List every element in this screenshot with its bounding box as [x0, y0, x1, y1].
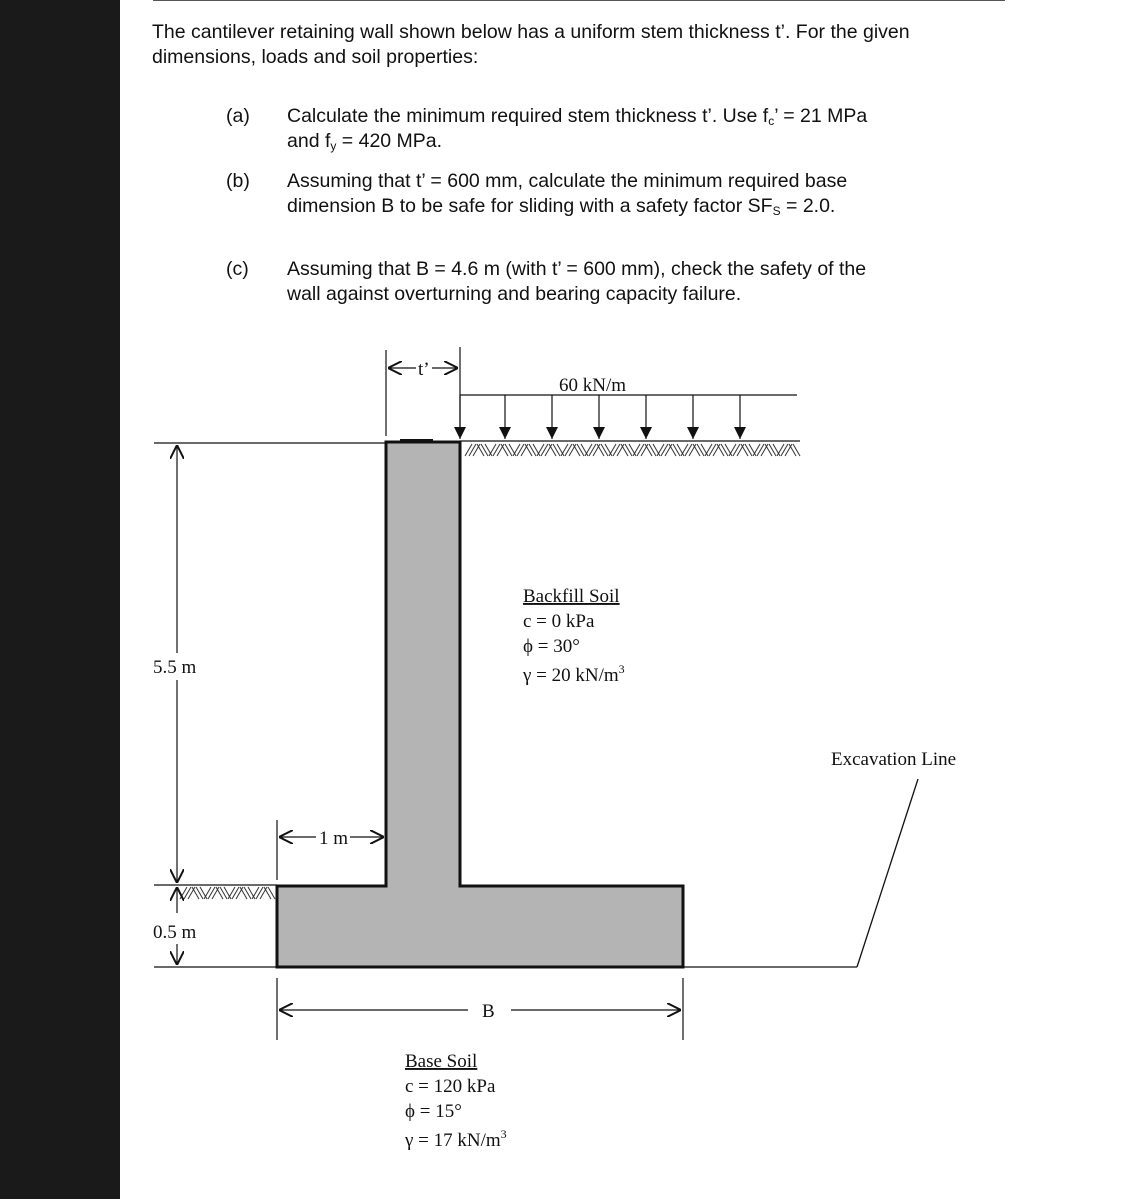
hatch-mark — [228, 887, 235, 899]
hatch-mark — [649, 444, 656, 456]
hatch-mark — [761, 444, 768, 456]
hatch-mark — [549, 444, 556, 456]
hatch-mark — [224, 887, 231, 899]
hatch-mark — [629, 444, 636, 456]
hatch-mark — [489, 444, 496, 456]
hatch-mark — [256, 887, 263, 899]
hatch-mark — [749, 444, 756, 456]
hatch-mark — [497, 444, 504, 456]
base-soil-title: Base Soil — [405, 1051, 478, 1072]
hatch-mark — [252, 887, 259, 899]
hatch-mark — [597, 444, 604, 456]
hatch-mark — [753, 444, 760, 456]
hatch-mark — [785, 444, 792, 456]
hatch-mark — [569, 444, 576, 456]
hatch-mark — [705, 444, 712, 456]
hatch-mark — [697, 444, 704, 456]
stem-thickness-label: t’ — [418, 359, 430, 380]
hatch-mark — [633, 444, 640, 456]
hatch-mark — [577, 444, 584, 456]
hatch-mark — [208, 887, 215, 899]
hatch-mark — [625, 444, 632, 456]
hatch-mark — [565, 444, 572, 456]
question-text: Assuming that B = 4.6 m (with t’ = 600 mm), check the safety of the wall against overturning and bearing capacity failure. — [287, 258, 867, 305]
hatch-mark — [729, 444, 736, 456]
hatch-mark — [184, 887, 191, 899]
backfill-hatching — [465, 444, 800, 456]
hatch-mark — [240, 887, 247, 899]
hatch-mark — [509, 444, 516, 456]
hatch-mark — [721, 444, 728, 456]
backfill-friction-angle: ϕ = 30° — [523, 636, 580, 657]
hatch-mark — [525, 444, 532, 456]
hatch-mark — [545, 444, 552, 456]
hatch-mark — [501, 444, 508, 456]
hatch-mark — [537, 444, 544, 456]
hatch-mark — [521, 444, 528, 456]
hatch-mark — [485, 444, 492, 456]
hatch-mark — [573, 444, 580, 456]
hatch-mark — [192, 887, 199, 899]
hatch-mark — [621, 444, 628, 456]
hatch-mark — [789, 444, 796, 456]
hatch-mark — [581, 444, 588, 456]
height-label: 5.5 m — [153, 657, 197, 678]
hatch-mark — [737, 444, 744, 456]
hatch-mark — [773, 444, 780, 456]
base-thickness-label: 0.5 m — [153, 922, 197, 943]
hatch-mark — [681, 444, 688, 456]
excavation-line — [857, 779, 918, 967]
hatch-mark — [725, 444, 732, 456]
backfill-unit-weight: γ = 20 $kN/m^3$ — [523, 662, 625, 686]
hatch-mark — [196, 887, 203, 899]
hatch-mark — [268, 887, 275, 899]
hatch-mark — [653, 444, 660, 456]
backfill-title: Backfill Soil — [523, 586, 620, 607]
hatch-mark — [769, 444, 776, 456]
hatch-mark — [533, 444, 540, 456]
base-width-label: B — [482, 1001, 495, 1022]
hatch-mark — [677, 444, 684, 456]
toe-length-label: 1 m — [319, 828, 349, 849]
hatch-mark — [248, 887, 255, 899]
hatch-mark — [505, 444, 512, 456]
hatch-mark — [741, 444, 748, 456]
hatch-mark — [745, 444, 752, 456]
hatch-mark — [613, 444, 620, 456]
question-text: Assuming that t’ = 600 mm, calculate the minimum required base dimension B to be safe for sliding with a safety factor $SF_S = 2.0$. — [287, 170, 848, 218]
hatch-mark — [200, 887, 207, 899]
problem-page — [120, 0, 1125, 1199]
hatch-mark — [661, 444, 668, 456]
hatch-mark — [589, 444, 596, 456]
base-soil-friction-angle: ϕ = 15° — [405, 1101, 462, 1122]
hatch-mark — [709, 444, 716, 456]
hatch-mark — [757, 444, 764, 456]
hatch-mark — [777, 444, 784, 456]
retaining-wall-concrete — [277, 442, 683, 967]
hatch-mark — [465, 444, 472, 456]
hatch-mark — [609, 444, 616, 456]
question-label: (c) — [226, 258, 249, 280]
hatch-mark — [593, 444, 600, 456]
hatch-mark — [180, 887, 187, 899]
base-soil-unit-weight: γ = 17 $kN/m^3$ — [405, 1127, 507, 1151]
backfill-cohesion: c = 0 kPa — [523, 611, 595, 632]
hatch-mark — [216, 887, 223, 899]
hatch-mark — [212, 887, 219, 899]
hatch-mark — [493, 444, 500, 456]
hatch-mark — [685, 444, 692, 456]
hatch-mark — [481, 444, 488, 456]
hatch-mark — [529, 444, 536, 456]
retaining-wall-diagram — [120, 0, 1125, 1199]
question-text: Calculate the minimum required stem thickness t’. Use $f_c$’ = 21 MPa and $f_y = 420$ MPa. — [287, 105, 868, 153]
hatch-mark — [637, 444, 644, 456]
hatch-mark — [561, 444, 568, 456]
hatch-mark — [673, 444, 680, 456]
hatch-mark — [617, 444, 624, 456]
hatch-mark — [204, 887, 211, 899]
hatch-mark — [260, 887, 267, 899]
hatch-mark — [553, 444, 560, 456]
hatch-mark — [645, 444, 652, 456]
hatch-mark — [701, 444, 708, 456]
hatch-mark — [793, 444, 800, 456]
hatch-mark — [264, 887, 271, 899]
hatch-mark — [693, 444, 700, 456]
hatch-mark — [541, 444, 548, 456]
hatch-mark — [641, 444, 648, 456]
toe-soil-hatching — [180, 887, 275, 899]
surcharge-arrows — [460, 395, 740, 439]
hatch-mark — [665, 444, 672, 456]
problem-intro: The cantilever retaining wall shown below has a uniform stem thickness t’. For the given dimensions, loads and soil properties: — [152, 21, 910, 68]
hatch-mark — [657, 444, 664, 456]
hatch-mark — [557, 444, 564, 456]
hatch-mark — [585, 444, 592, 456]
excavation-label: Excavation Line — [831, 749, 957, 770]
hatch-mark — [605, 444, 612, 456]
hatch-mark — [473, 444, 480, 456]
hatch-mark — [188, 887, 195, 899]
hatch-mark — [601, 444, 608, 456]
hatch-mark — [220, 887, 227, 899]
hatch-mark — [781, 444, 788, 456]
hatch-mark — [765, 444, 772, 456]
hatch-mark — [236, 887, 243, 899]
hatch-mark — [232, 887, 239, 899]
hatch-mark — [689, 444, 696, 456]
hatch-mark — [477, 444, 484, 456]
hatch-mark — [733, 444, 740, 456]
hatch-mark — [513, 444, 520, 456]
hatch-mark — [713, 444, 720, 456]
question-label: (a) — [226, 105, 250, 127]
hatch-mark — [517, 444, 524, 456]
base-soil-cohesion: c = 120 kPa — [405, 1076, 496, 1097]
hatch-mark — [717, 444, 724, 456]
hatch-mark — [669, 444, 676, 456]
hatch-mark — [469, 444, 476, 456]
hatch-mark — [244, 887, 251, 899]
surcharge-load-label: 60 kN/m — [559, 375, 627, 396]
question-label: (b) — [226, 170, 250, 192]
